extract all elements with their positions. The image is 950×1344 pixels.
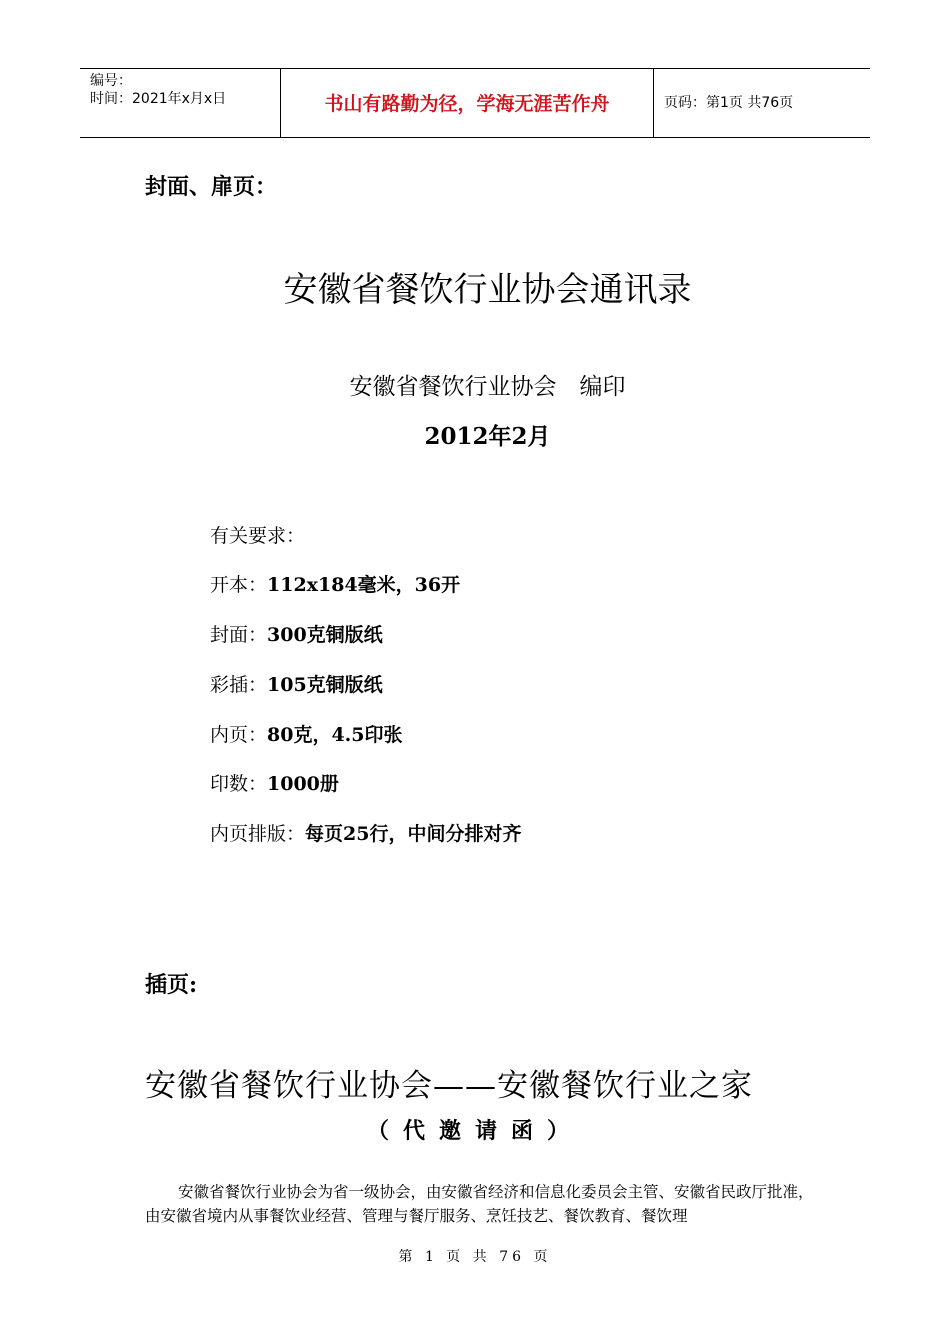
requirement-value: 105克铜版纸 [267, 674, 383, 696]
requirement-item [210, 720, 403, 747]
requirement-value: 300克铜版纸 [267, 624, 383, 646]
insert-section-heading: 插页: [145, 972, 198, 998]
insert-subtitle: （代邀请函） [366, 1118, 583, 1144]
requirements-heading: 有关要求： [210, 525, 306, 547]
cover-title: 安徽省餐饮行业协会通讯录 [283, 270, 692, 310]
requirement-value: 1000册 [267, 773, 339, 795]
requirement-value: 112x184毫米，36开 [267, 574, 461, 596]
header-motto: 书山有路勤为径，学海无涯苦作舟 [324, 93, 610, 115]
requirement-label: 内页排版： [210, 823, 306, 845]
header-meta-cell [80, 69, 281, 137]
header-page-number: 页码：第1页 共76页 [664, 95, 794, 111]
requirement-value: 80克，4.5印张 [267, 724, 403, 746]
time-label: 时间：2021年x月x日 [90, 91, 227, 107]
requirement-label: 印数： [210, 773, 268, 795]
header-motto-cell [281, 69, 654, 137]
requirement-item [210, 819, 521, 846]
insert-title: 安徽省餐饮行业协会——安徽餐饮行业之家 [145, 1068, 753, 1104]
header-page-cell [654, 69, 870, 137]
page-footer: 第 1 页 共 76 页 [398, 1249, 552, 1265]
requirement-label: 开本： [210, 574, 268, 596]
page-header [80, 68, 870, 138]
requirement-value: 每页25行，中间分排对齐 [305, 823, 522, 845]
requirement-label: 封面： [210, 624, 268, 646]
cover-compiler: 安徽省餐饮行业协会 编印 [349, 374, 626, 400]
insert-paragraph: 安徽省餐饮行业协会为省一级协会，由安徽省经济和信息化委员会主管、安徽省民政厅批准，由安徽省境内从事餐饮业经营、管理与餐厅服务、烹饪技艺、餐饮教育、餐饮理 [145, 1183, 814, 1225]
requirement-label: 彩插： [210, 674, 268, 696]
requirement-item [210, 620, 383, 647]
requirement-item [210, 769, 339, 796]
requirement-label: 内页： [210, 724, 268, 746]
requirement-item [210, 570, 460, 597]
cover-date: 2012年2月 [424, 423, 551, 450]
requirement-item [210, 670, 383, 697]
cover-section-heading: 封面、扉页： [145, 174, 278, 200]
number-label: 编号： [90, 73, 132, 89]
